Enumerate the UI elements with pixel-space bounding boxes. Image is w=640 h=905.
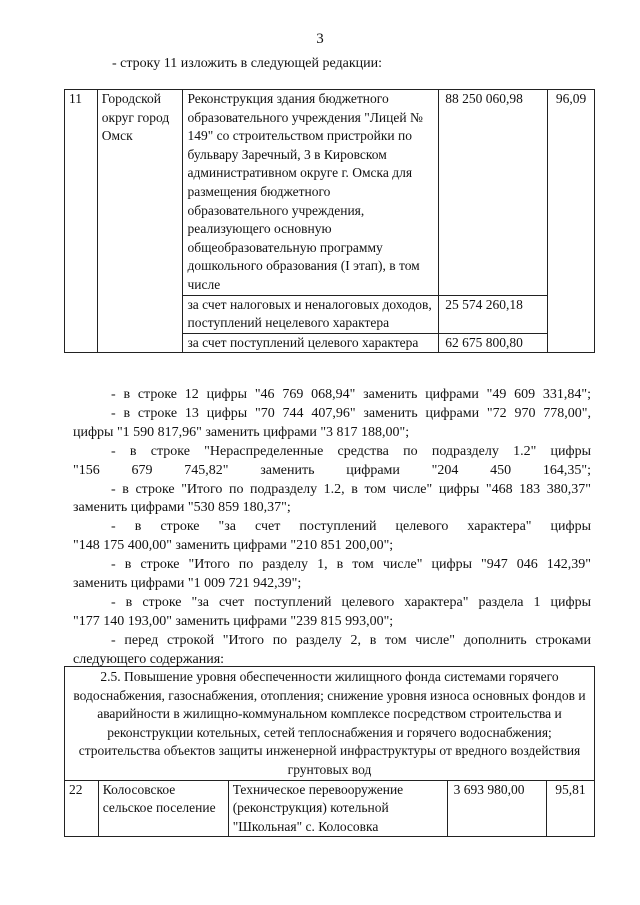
text-line: заменить цифрами "530 859 180,37"; [73,500,291,516]
page-number: 3 [316,31,324,47]
region-cell: Городской округ город Омск [97,90,183,353]
text-line: - в строке 13 цифры "70 744 407,96" заменить цифрами "72 970 778,00", [111,405,591,421]
object-cell: Реконструкция здания бюджетного образовательного учреждения "Лицей № 149" со строительством пристройки по бульвару Заречный, 3 в Кировском административном округе г. Омска для размещения бюджетного образовательного учреждения, реализующего основную общеобразовательную программу дошкольного образования (I этап), в том числе [183,90,439,296]
intro-line: - строку 11 изложить в следующей редакции: [112,56,383,71]
sub-amount-cell: 25 574 260,18 [439,295,548,333]
amount-cell: 3 693 980,00 [447,780,546,837]
percent-cell: 95,81 [546,780,594,837]
table-row [65,90,595,296]
table-row [65,667,595,781]
text-line: - в строке "за счет поступлений целевого характера" цифры [111,519,591,535]
object-cell: Техническое перевооружение (реконструкция) котельной "Школьная" с. Колосовка [228,780,447,837]
row-11-table [64,89,595,353]
region-cell: Колосовское сельское поселение [98,780,228,837]
amount-cell: 88 250 060,98 [439,90,548,296]
text-line: - в строке "Итого по разделу 1, в том числе" цифры "947 046 142,39" [111,557,591,573]
text-line: - перед строкой "Итого по разделу 2, в том числе" дополнить строками [111,632,591,648]
sub-label-cell: за счет налоговых и неналоговых доходов, поступлений нецелевого характера [183,295,439,333]
text-line: "156 679 745,82" заменить цифрами "204 450 164,35"; [73,462,591,478]
section-2-5-table [64,666,595,837]
text-line: "177 140 193,00" заменить цифрами "239 815 993,00"; [73,613,394,629]
section-title: 2.5. Повышение уровня обеспеченности жилищного фонда системами горячего водоснабжения, газоснабжения, отопления; снижение уровня износа основных фондов и аварийности в жилищно-коммунальном комплексе посредством строительства и реконструкции котельных, сетей теплоснабжения и горячего водоснабжения; строительства объектов защиты инженерной инфраструктуры от вредного воздействия грунтовых вод [65,667,595,781]
table-row [65,780,595,837]
sub-label-cell: за счет поступлений целевого характера [183,333,439,353]
row-number: 22 [65,780,99,837]
text-line: - в строке "Нераспределенные средства по подразделу 1.2" цифры [111,443,591,459]
text-line: цифры "1 590 817,96" заменить цифрами "3 817 188,00"; [73,424,410,440]
text-line: - в строке "Итого по подразделу 1.2, в том числе" цифры "468 183 380,37" [111,481,591,497]
text-line: "148 175 400,00" заменить цифрами "210 851 200,00"; [73,538,394,554]
text-line: следующего содержания: [73,651,225,667]
sub-amount-cell: 62 675 800,80 [439,333,548,353]
text-line: заменить цифрами "1 009 721 942,39"; [73,576,302,592]
text-line: - в строке "за счет поступлений целевого характера" раздела 1 цифры [111,594,591,610]
percent-cell: 96,09 [548,90,595,353]
amendment-text [73,386,591,670]
row-number: 11 [65,90,98,353]
text-line: - в строке 12 цифры "46 769 068,94" заменить цифрами "49 609 331,84"; [111,387,591,402]
